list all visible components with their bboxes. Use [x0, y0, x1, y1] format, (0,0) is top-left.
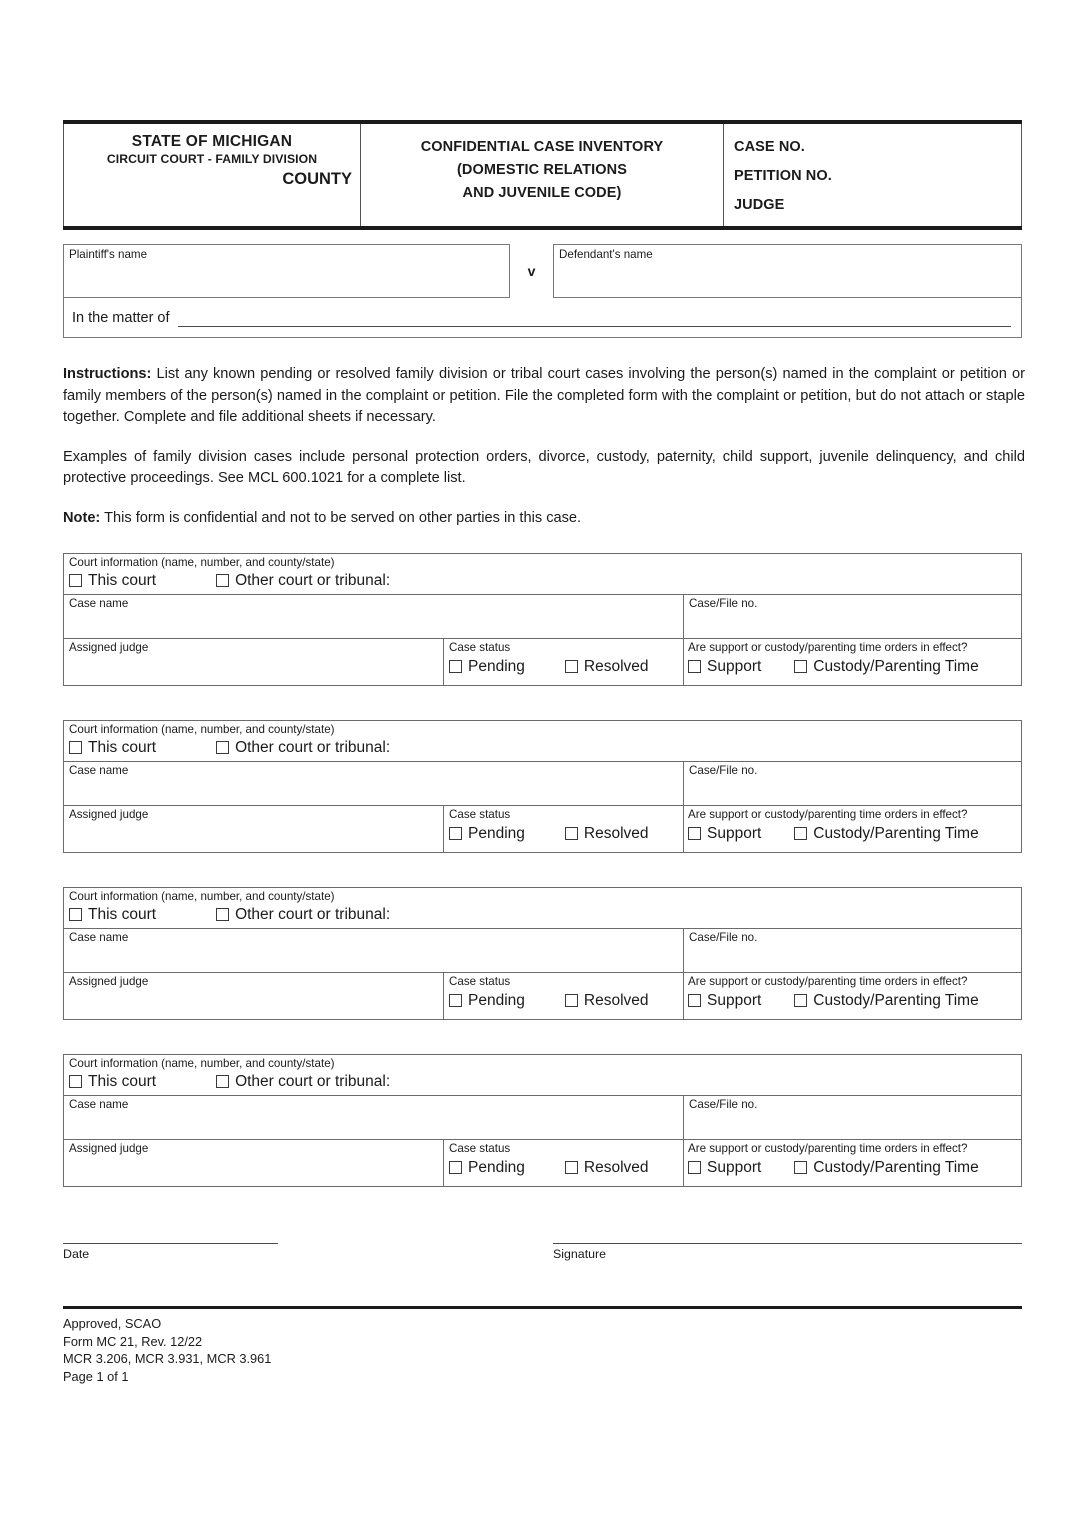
checkbox-icon[interactable]	[69, 741, 82, 754]
checkbox-icon[interactable]	[794, 660, 807, 673]
footer-rule	[63, 1306, 1022, 1309]
form-sheet	[63, 120, 1025, 1385]
in-the-matter-of-row	[63, 298, 1022, 338]
orders-support-option[interactable]	[688, 824, 761, 843]
case-file-no-label: Case/File no.	[689, 1098, 758, 1111]
court-information-row	[64, 721, 1021, 762]
assigned-judge-label: Assigned judge	[69, 808, 149, 821]
status-resolved-option[interactable]	[565, 824, 649, 843]
header-form-title-column	[361, 124, 724, 226]
note-heading: Note:	[63, 509, 101, 526]
checkbox-icon[interactable]	[688, 827, 701, 840]
parties-row	[63, 244, 1022, 298]
this-court-label: This court	[88, 572, 157, 589]
signature-group	[553, 1243, 1022, 1262]
status-pending-option[interactable]	[449, 1158, 525, 1177]
assigned-judge-label: Assigned judge	[69, 1142, 149, 1155]
case-block	[63, 887, 1022, 1020]
status-pending-label: Pending	[468, 825, 525, 842]
header-case-number-column	[724, 124, 1021, 226]
checkbox-icon[interactable]	[565, 1161, 578, 1174]
status-pending-label: Pending	[468, 1159, 525, 1176]
other-court-option[interactable]	[216, 905, 390, 924]
case-name-label: Case name	[69, 931, 129, 944]
case-status-field	[444, 1140, 684, 1186]
checkbox-icon[interactable]	[565, 827, 578, 840]
orders-support-option[interactable]	[688, 657, 761, 676]
this-court-option[interactable]	[69, 571, 156, 590]
assigned-judge-field[interactable]	[64, 1140, 444, 1186]
date-group	[63, 1243, 553, 1262]
case-status-label: Case status	[449, 975, 511, 988]
court-division-label: CIRCUIT COURT - FAMILY DIVISION	[106, 152, 318, 166]
case-file-no-field[interactable]	[684, 762, 1021, 805]
other-court-label: Other court or tribunal:	[235, 739, 391, 756]
checkbox-icon[interactable]	[565, 660, 578, 673]
checkbox-icon[interactable]	[449, 994, 462, 1007]
orders-in-effect-field	[684, 806, 1021, 852]
defendant-name-label: Defendant's name	[559, 248, 653, 261]
assigned-judge-field[interactable]	[64, 806, 444, 852]
state-title: STATE OF MICHIGAN	[131, 133, 293, 150]
instructions-paragraph	[63, 364, 1025, 429]
checkbox-icon[interactable]	[688, 660, 701, 673]
assigned-judge-field[interactable]	[64, 639, 444, 685]
checkbox-icon[interactable]	[216, 574, 229, 587]
checkbox-icon[interactable]	[216, 908, 229, 921]
signature-label: Signature	[553, 1247, 607, 1261]
judge-label: JUDGE	[734, 197, 785, 213]
checkbox-icon[interactable]	[794, 1161, 807, 1174]
case-block	[63, 553, 1022, 686]
orders-custody-label: Custody/Parenting Time	[813, 992, 979, 1009]
county-label: COUNTY	[282, 170, 352, 188]
status-pending-label: Pending	[468, 992, 525, 1009]
orders-custody-option[interactable]	[794, 1158, 978, 1177]
examples-paragraph: Examples of family division cases include personal protection orders, divorce, custody, paternity, child support, juvenile delinquency, and child protective proceedings. See MCL 600.1021 for a complete list.	[63, 448, 1025, 486]
status-resolved-label: Resolved	[583, 825, 649, 842]
this-court-option[interactable]	[69, 905, 156, 924]
case-name-label: Case name	[69, 1098, 129, 1111]
orders-in-effect-field	[684, 1140, 1021, 1186]
orders-support-option[interactable]	[688, 991, 761, 1010]
orders-custody-option[interactable]	[794, 657, 978, 676]
case-name-field[interactable]	[64, 762, 684, 805]
other-court-option[interactable]	[216, 738, 390, 757]
checkbox-icon[interactable]	[565, 994, 578, 1007]
checkbox-icon[interactable]	[69, 1075, 82, 1088]
status-resolved-label: Resolved	[583, 1159, 649, 1176]
this-court-option[interactable]	[69, 738, 156, 757]
orders-question-label: Are support or custody/parenting time orders in effect?	[688, 975, 968, 988]
orders-support-label: Support	[707, 1159, 762, 1176]
orders-support-label: Support	[707, 658, 762, 675]
case-blocks-section	[63, 553, 1022, 1187]
versus-label: v	[527, 263, 536, 279]
checkbox-icon[interactable]	[449, 1161, 462, 1174]
case-file-no-field[interactable]	[684, 929, 1021, 972]
status-resolved-option[interactable]	[565, 991, 649, 1010]
case-name-label: Case name	[69, 597, 129, 610]
case-status-field	[444, 639, 684, 685]
petition-no-label: PETITION NO.	[734, 168, 832, 184]
orders-custody-label: Custody/Parenting Time	[813, 658, 979, 675]
case-status-field	[444, 973, 684, 1019]
case-file-no-field[interactable]	[684, 1096, 1021, 1139]
orders-question-label: Are support or custody/parenting time orders in effect?	[688, 808, 968, 821]
case-name-field[interactable]	[64, 1096, 684, 1139]
status-resolved-label: Resolved	[583, 992, 649, 1009]
this-court-label: This court	[88, 739, 157, 756]
assigned-judge-label: Assigned judge	[69, 641, 149, 654]
in-the-matter-of-input[interactable]	[178, 309, 1011, 327]
this-court-label: This court	[88, 906, 157, 923]
footer-page-number: Page 1 of 1	[63, 1368, 129, 1384]
plaintiff-name-label: Plaintiff's name	[69, 248, 148, 261]
case-status-label: Case status	[449, 1142, 511, 1155]
case-file-no-label: Case/File no.	[689, 764, 758, 777]
note-paragraph	[63, 508, 1025, 530]
other-court-option[interactable]	[216, 1072, 390, 1091]
form-title-line-3: AND JUVENILE CODE)	[462, 185, 622, 201]
date-label: Date	[63, 1247, 90, 1261]
court-information-row	[64, 1055, 1021, 1096]
this-court-option[interactable]	[69, 1072, 156, 1091]
status-pending-option[interactable]	[449, 824, 525, 843]
assigned-judge-field[interactable]	[64, 973, 444, 1019]
case-name-label: Case name	[69, 764, 129, 777]
case-name-field[interactable]	[64, 929, 684, 972]
court-information-row	[64, 554, 1021, 595]
note-body: This form is confidential and not to be served on other parties in this case.	[100, 509, 582, 526]
orders-support-label: Support	[707, 825, 762, 842]
other-court-label: Other court or tribunal:	[235, 1073, 391, 1090]
assigned-judge-label: Assigned judge	[69, 975, 149, 988]
orders-in-effect-field	[684, 973, 1021, 1019]
status-resolved-option[interactable]	[565, 657, 649, 676]
checkbox-icon[interactable]	[216, 1075, 229, 1088]
signature-row	[63, 1243, 1022, 1262]
case-status-label: Case status	[449, 641, 511, 654]
court-information-row	[64, 888, 1021, 929]
court-information-label: Court information (name, number, and county/state)	[69, 890, 335, 903]
status-resolved-label: Resolved	[583, 658, 649, 675]
footer-approved-scao: Approved, SCAO	[63, 1316, 162, 1331]
instructions-body: List any known pending or resolved family division or tribal court cases involving the person(s) named in the complaint or petition or family members of the person(s) named in the complaint or petition. File the completed form with the complaint or petition, but do not attach or staple together. Complete and file additional sheets if necessary.	[63, 366, 1025, 425]
checkbox-icon[interactable]	[69, 574, 82, 587]
court-information-label: Court information (name, number, and county/state)	[69, 1057, 335, 1070]
header-caption	[63, 124, 1022, 226]
form-title-line-2: (DOMESTIC RELATIONS	[457, 162, 627, 178]
other-court-option[interactable]	[216, 571, 390, 590]
case-no-label: CASE NO.	[734, 139, 805, 155]
orders-support-option[interactable]	[688, 1158, 761, 1177]
case-file-no-label: Case/File no.	[689, 931, 758, 944]
header-bottom-rule	[63, 226, 1022, 230]
checkbox-icon[interactable]	[216, 741, 229, 754]
plaintiff-name-field[interactable]	[63, 244, 510, 298]
checkbox-icon[interactable]	[688, 994, 701, 1007]
instructions-section	[63, 364, 1025, 529]
footer-court-rules: MCR 3.206, MCR 3.931, MCR 3.961	[63, 1351, 272, 1366]
checkbox-icon[interactable]	[794, 827, 807, 840]
case-file-no-label: Case/File no.	[689, 597, 758, 610]
case-name-field[interactable]	[64, 595, 684, 638]
status-pending-option[interactable]	[449, 991, 525, 1010]
defendant-name-field[interactable]	[553, 244, 1022, 298]
case-status-label: Case status	[449, 808, 511, 821]
checkbox-icon[interactable]	[449, 827, 462, 840]
orders-question-label: Are support or custody/parenting time orders in effect?	[688, 641, 968, 654]
instructions-heading: Instructions:	[63, 366, 152, 382]
orders-custody-label: Custody/Parenting Time	[813, 825, 979, 842]
orders-custody-option[interactable]	[794, 991, 978, 1010]
footer-form-number: Form MC 21, Rev. 12/22	[63, 1333, 203, 1349]
status-pending-option[interactable]	[449, 657, 525, 676]
other-court-label: Other court or tribunal:	[235, 906, 391, 923]
case-block	[63, 720, 1022, 853]
court-information-label: Court information (name, number, and county/state)	[69, 556, 335, 569]
other-court-label: Other court or tribunal:	[235, 572, 391, 589]
in-the-matter-of-label: In the matter of	[72, 309, 170, 326]
checkbox-icon[interactable]	[69, 908, 82, 921]
case-file-no-field[interactable]	[684, 595, 1021, 638]
footer-block	[63, 1315, 1022, 1385]
status-pending-label: Pending	[468, 658, 525, 675]
orders-custody-label: Custody/Parenting Time	[813, 1159, 979, 1176]
checkbox-icon[interactable]	[449, 660, 462, 673]
status-resolved-option[interactable]	[565, 1158, 649, 1177]
this-court-label: This court	[88, 1073, 157, 1090]
orders-support-label: Support	[707, 992, 762, 1009]
orders-in-effect-field	[684, 639, 1021, 685]
form-title-line-1: CONFIDENTIAL CASE INVENTORY	[420, 139, 664, 155]
orders-question-label: Are support or custody/parenting time orders in effect?	[688, 1142, 968, 1155]
case-block	[63, 1054, 1022, 1187]
header-court-column	[64, 124, 361, 226]
checkbox-icon[interactable]	[794, 994, 807, 1007]
orders-custody-option[interactable]	[794, 824, 978, 843]
case-status-field	[444, 806, 684, 852]
checkbox-icon[interactable]	[688, 1161, 701, 1174]
court-information-label: Court information (name, number, and county/state)	[69, 723, 335, 736]
